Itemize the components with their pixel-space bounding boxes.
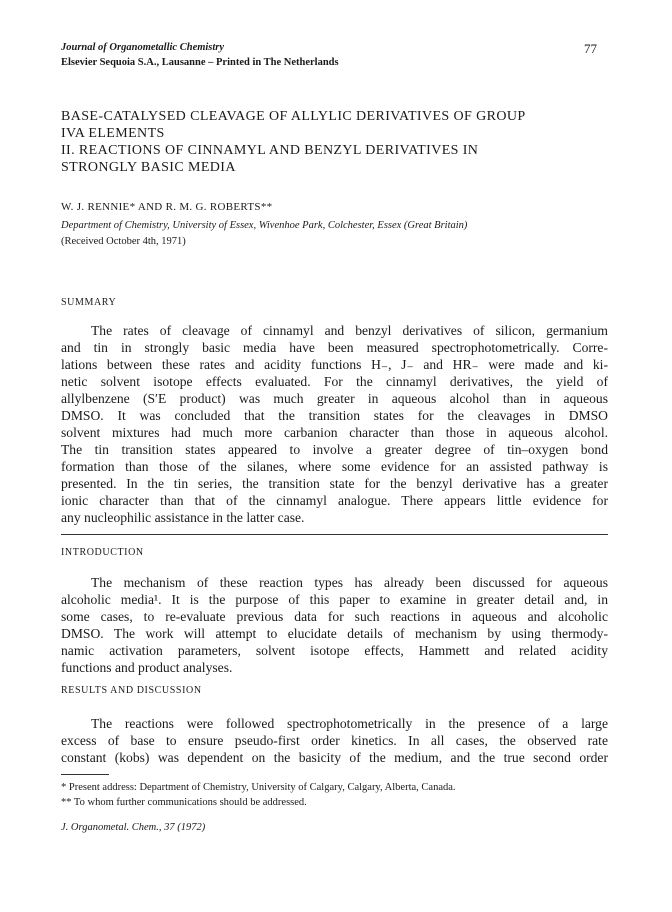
title-line: II. REACTIONS OF CINNAMYL AND BENZYL DERIVATIVES IN <box>61 143 479 158</box>
summary-line: allylbenzene (S′E product) was much greater in aqueous alcohol than in aqueous <box>61 391 608 406</box>
journal-name: Journal of Organometallic Chemistry <box>61 42 225 53</box>
page-number: 77 <box>584 41 597 56</box>
introduction-line: some cases, to re-evaluate previous data for such reactions in aqueous and alcoholic <box>61 609 608 624</box>
summary-heading: SUMMARY <box>61 297 117 308</box>
introduction-line: alcoholic media¹. It is the purpose of this paper to examine in greater detail and, in <box>61 592 608 607</box>
summary-line: ionic character than that of the cinnamyl analogue. There appears little evidence for <box>61 493 608 508</box>
introduction-line: namic activation parameters, solvent isotope effects, Hammett and related acidity <box>61 643 608 658</box>
summary-line: DMSO. It was concluded that the transition states for the cleavages in DMSO <box>61 408 608 423</box>
results-line: The reactions were followed spectrophotometrically in the presence of a large <box>91 716 608 731</box>
introduction-line: The mechanism of these reaction types has already been discussed for aqueous <box>91 575 608 590</box>
introduction-line: DMSO. The work will attempt to elucidate details of mechanism by using thermody- <box>61 626 608 641</box>
publisher-line: Elsevier Sequoia S.A., Lausanne – Printed in The Netherlands <box>61 57 339 68</box>
introduction-line: functions and product analyses. <box>61 660 233 675</box>
introduction-heading: INTRODUCTION <box>61 547 144 558</box>
results-heading: RESULTS AND DISCUSSION <box>61 685 202 696</box>
title-line: IVA ELEMENTS <box>61 126 165 141</box>
summary-line: lations between these rates and acidity functions H₋, J₋ and HR₋ were made and ki- <box>61 357 608 372</box>
summary-line: solvent mixtures had much more carbanion character than those in aqueous alcohol. <box>61 425 608 440</box>
section-divider <box>61 534 608 535</box>
received-date: (Received October 4th, 1971) <box>61 236 186 247</box>
journal-citation: J. Organometal. Chem., 37 (1972) <box>61 822 206 833</box>
footnote: ** To whom further communications should be addressed. <box>61 797 307 808</box>
results-line: constant (kobs) was dependent on the basicity of the medium, and the true second order <box>61 750 608 765</box>
summary-line: The tin transition states appeared to involve a greater degree of tin–oxygen bond <box>61 442 608 457</box>
footnote-divider <box>61 774 109 775</box>
summary-line: The rates of cleavage of cinnamyl and benzyl derivatives of silicon, germanium <box>91 323 608 338</box>
summary-line: netic solvent isotope effects evaluated. For the cinnamyl derivatives, the yield of <box>61 374 608 389</box>
summary-line: formation than those of the silanes, where some evidence for an assisted pathway is <box>61 459 608 474</box>
title-line: STRONGLY BASIC MEDIA <box>61 160 236 175</box>
results-line: excess of base to ensure pseudo-first order kinetics. In all cases, the observed rate <box>61 733 608 748</box>
title-line: BASE-CATALYSED CLEAVAGE OF ALLYLIC DERIVATIVES OF GROUP <box>61 109 526 124</box>
summary-line: and tin in strongly basic media have been measured spectrophotometrically. Corre- <box>61 340 608 355</box>
footnote: * Present address: Department of Chemistry, University of Calgary, Calgary, Alberta, Canada. <box>61 782 456 793</box>
summary-line: any nucleophilic assistance in the latter case. <box>61 510 305 525</box>
author-line: W. J. RENNIE* AND R. M. G. ROBERTS** <box>61 201 273 213</box>
affiliation: Department of Chemistry, University of Essex, Wivenhoe Park, Colchester, Essex (Great Britain) <box>61 220 468 231</box>
summary-line: presented. In the tin series, the transition state for the benzyl derivative has a greater <box>61 476 608 491</box>
